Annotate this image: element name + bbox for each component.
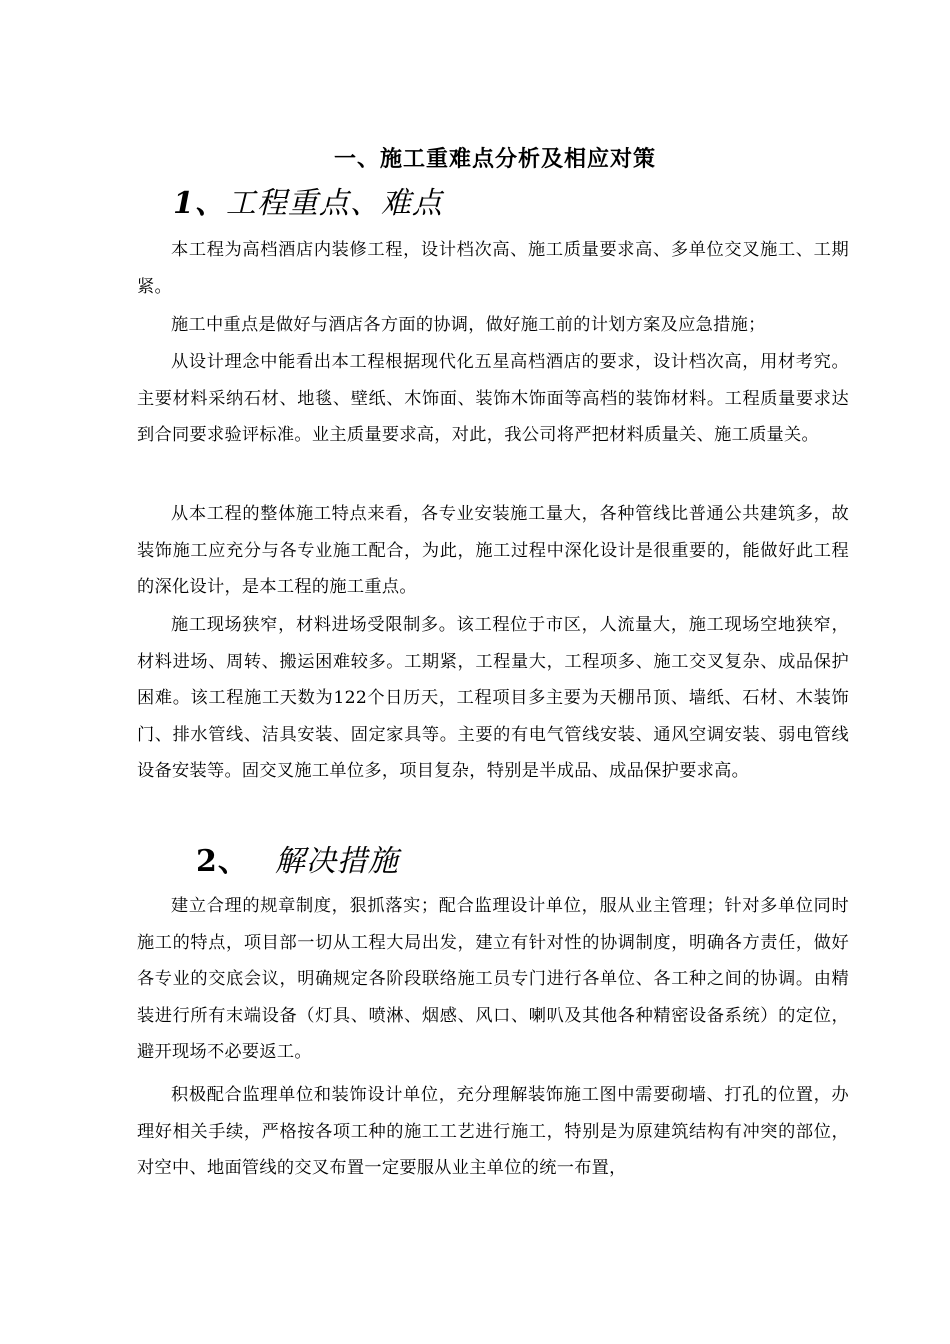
document-title: 一、施工重难点分析及相应对策	[333, 146, 656, 172]
section-1-number: 1、	[173, 186, 226, 221]
paragraph: 施工现场狭窄，材料进场受限制多。该工程位于市区，人流量大，施工现场空地狭窄，材料进场、周转、搬运困难较多。工期紧，工程量大，工程项多、施工交叉复杂、成品保护困难。该工程施工天数为122个日历天，工程项目多主要为天棚吊顶、墙纸、石材、木装饰门、排水管线、洁具安装、固定家具等。主要的有电气管线安装、通风空调安装、弱电管线设备安装等。固交叉施工单位多，项目复杂，特别是半成品、成品保护要求高。	[137, 615, 849, 782]
section-2-heading-text: 解决措施	[274, 844, 399, 879]
section-2-heading	[196, 836, 399, 880]
paragraph: 积极配合监理单位和装饰设计单位，充分理解装饰施工图中需要砌墙、打孔的位置，办理好相关手续，严格按各项工种的施工工艺进行施工，特别是为原建筑结构有冲突的部位，对空中、地面管线的交叉布置一定要服从业主单位的统一布置，	[137, 1085, 849, 1179]
paragraph: 从设计理念中能看出本工程根据现代化五星高档酒店的要求，设计档次高，用材考究。主要材料采纳石材、地毯、壁纸、木饰面、装饰木饰面等高档的装饰材料。工程质量要求达到合同要求验评标准。业主质量要求高，对此，我公司将严把材料质量关、施工质量关。	[137, 352, 849, 446]
paragraph: 建立合理的规章制度，狠抓落实；配合监理设计单位，服从业主管理；针对多单位同时施工的特点，项目部一切从工程大局出发，建立有针对性的协调制度，明确各方责任，做好各专业的交底会议，明确规定各阶段联络施工员专门进行各单位、各工种之间的协调。由精装进行所有末端设备（灯具、喷淋、烟感、风口、喇叭及其他各种精密设备系统）的定位，避开现场不必要返工。	[137, 896, 849, 1063]
paragraph: 从本工程的整体施工特点来看，各专业安装施工量大，各种管线比普通公共建筑多，故装饰施工应充分与各专业施工配合，为此，施工过程中深化设计是很重要的，能做好此工程的深化设计，是本工程的施工重点。	[137, 504, 849, 598]
paragraph: 施工中重点是做好与酒店各方面的协调，做好施工前的计划方案及应急措施；	[171, 315, 766, 335]
section-1-heading-text: 工程重点、难点	[225, 186, 443, 221]
section-2-number: 2、	[196, 844, 249, 879]
section-1-heading	[173, 178, 443, 222]
paragraph: 本工程为高档酒店内装修工程，设计档次高、施工质量要求高、多单位交叉施工、工期紧。	[137, 240, 849, 297]
